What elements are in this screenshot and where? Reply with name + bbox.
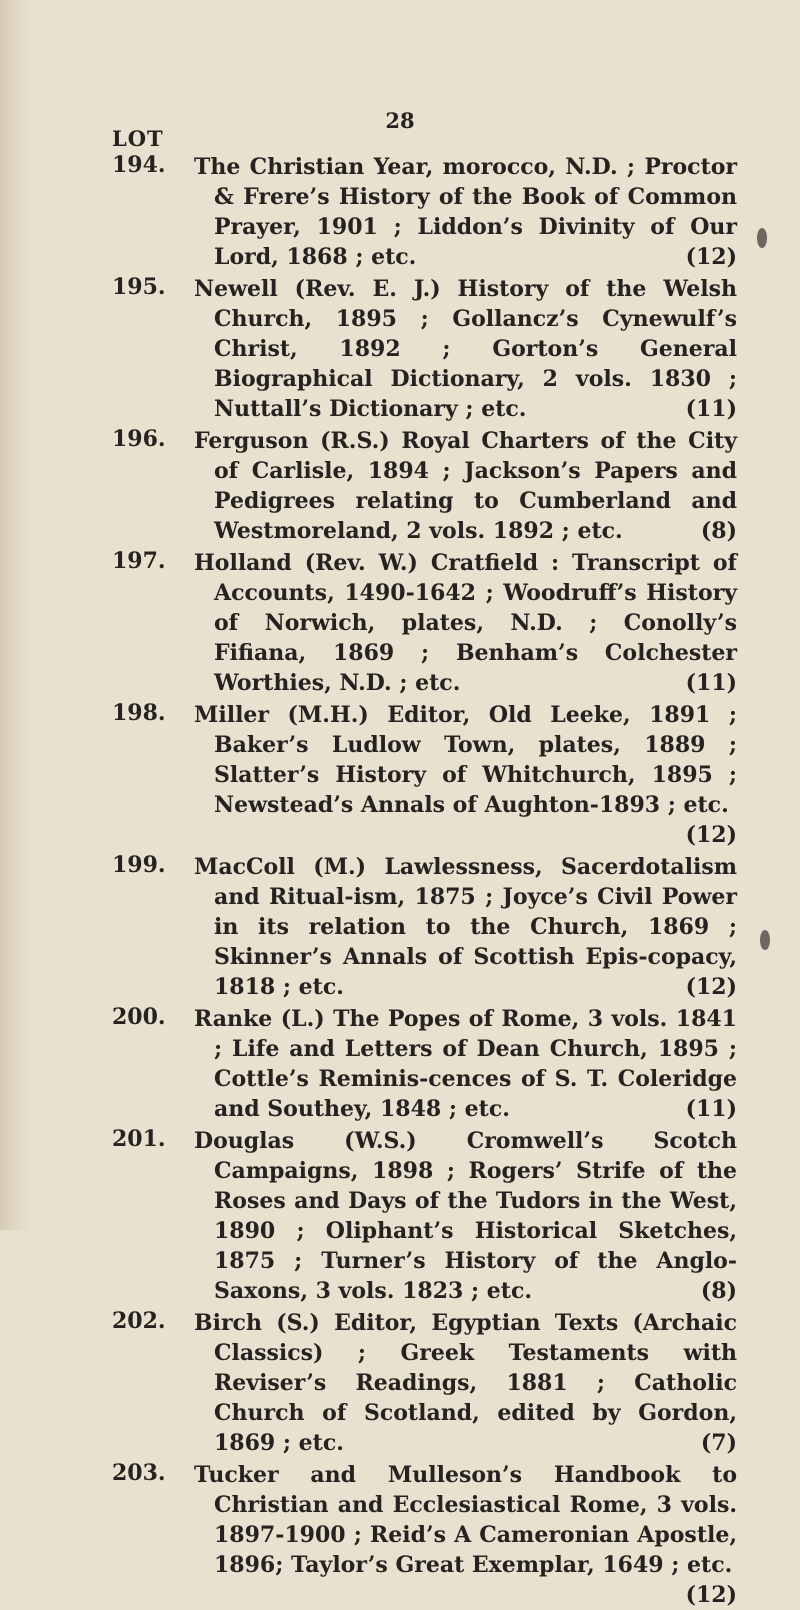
lot-item-count: (7) xyxy=(700,1430,737,1456)
lot-entry xyxy=(112,1308,737,1458)
lot-description xyxy=(194,852,737,1002)
lot-item-count: (8) xyxy=(700,518,737,544)
lot-text: Tucker and Mulleson’s Handbook to Christian and Ecclesiastical Rome, 3 vols. 1897-1900 ; Reid’s A Cameronian Apostle, 1896; Taylor’s Great Exemplar, 1649 ; etc. xyxy=(194,1462,737,1578)
lot-description xyxy=(194,274,737,424)
page-edge-shadow xyxy=(0,0,30,1230)
lot-entry xyxy=(112,1460,737,1610)
lot-description xyxy=(194,152,737,272)
lot-number: 200. xyxy=(112,1004,166,1030)
lot-entry xyxy=(112,1004,737,1124)
lot-item-count: (12) xyxy=(685,974,737,1000)
lot-number: 197. xyxy=(112,548,166,574)
lot-description xyxy=(194,426,737,546)
lot-text: The Christian Year, morocco, N.D. ; Proctor & Frere’s History of the Book of Common Prayer, 1901 ; Liddon’s Divinity of Our Lord, 1868 ; etc. xyxy=(194,154,737,270)
binding-hole-mark xyxy=(757,228,767,248)
lot-item-count: (11) xyxy=(685,670,737,696)
lot-text: Birch (S.) Editor, Egyptian Texts (Archaic Classics) ; Greek Testaments with Reviser’s Readings, 1881 ; Catholic Church of Scotland, edited by Gordon, 1869 ; etc. xyxy=(194,1310,737,1456)
lot-description xyxy=(194,1004,737,1124)
lot-description xyxy=(194,1126,737,1306)
lot-column-header: LOT xyxy=(112,126,164,151)
lot-number: 199. xyxy=(112,852,166,878)
lot-text: Douglas (W.S.) Cromwell’s Scotch Campaigns, 1898 ; Rogers’ Strife of the Roses and Days of the Tudors in the West, 1890 ; Oliphant’s Historical Sketches, 1875 ; Turner’s History of the Anglo-Saxons, 3 vols. 1823 ; etc. xyxy=(194,1128,737,1304)
lot-entry xyxy=(112,700,737,850)
lot-description xyxy=(194,1460,737,1608)
lot-item-count: (11) xyxy=(685,1096,737,1122)
lot-text: Ferguson (R.S.) Royal Charters of the City of Carlisle, 1894 ; Jackson’s Papers and Pedigrees relating to Cumberland and Westmoreland, 2 vols. 1892 ; etc. xyxy=(194,428,737,544)
lot-item-count: (12) xyxy=(685,822,737,848)
lot-text: Ranke (L.) The Popes of Rome, 3 vols. 1841 ; Life and Letters of Dean Church, 1895 ; Cottle’s Reminis-cences of S. T. Coleridge and Southey, 1848 ; etc. xyxy=(194,1006,737,1122)
lot-item-count: (11) xyxy=(685,396,737,422)
lot-number: 196. xyxy=(112,426,166,452)
lot-text: Newell (Rev. E. J.) History of the Welsh Church, 1895 ; Gollancz’s Cynewulf’s Christ, 1892 ; Gorton’s General Biographical Dictionary, 2 vols. 1830 ; Nuttall’s Dictionary ; etc. xyxy=(194,276,737,422)
lot-item-count: (8) xyxy=(700,1278,737,1304)
lot-entry xyxy=(112,548,737,698)
lot-number: 195. xyxy=(112,274,166,300)
lot-number: 202. xyxy=(112,1308,166,1334)
lot-entry xyxy=(112,426,737,546)
lot-description xyxy=(194,548,737,698)
page-number: 28 xyxy=(385,108,415,133)
lot-description xyxy=(194,1308,737,1458)
lot-number: 203. xyxy=(112,1460,166,1486)
lot-entry xyxy=(112,152,737,272)
lot-number: 194. xyxy=(112,152,166,178)
lot-item-count: (12) xyxy=(685,1582,737,1608)
lot-number: 201. xyxy=(112,1126,166,1152)
lot-entry xyxy=(112,852,737,1002)
lot-item-count: (12) xyxy=(685,244,737,270)
lot-text: Miller (M.H.) Editor, Old Leeke, 1891 ; Baker’s Ludlow Town, plates, 1889 ; Slatter’s History of Whitchurch, 1895 ; Newstead’s Annals of Aughton-1893 ; etc. xyxy=(194,702,737,818)
lot-description xyxy=(194,700,737,848)
lot-text: MacColl (M.) Lawlessness, Sacerdotalism and Ritual-ism, 1875 ; Joyce’s Civil Power in its relation to the Church, 1869 ; Skinner’s Annals of Scottish Epis-copacy, 1818 ; etc. xyxy=(194,854,737,1000)
lot-entry xyxy=(112,1126,737,1306)
lot-number: 198. xyxy=(112,700,166,726)
binding-hole-mark xyxy=(760,930,770,950)
lot-entry xyxy=(112,274,737,424)
lot-text: Holland (Rev. W.) Cratfield : Transcript of Accounts, 1490-1642 ; Woodruff’s History of Norwich, plates, N.D. ; Conolly’s Fifiana, 1869 ; Benham’s Colchester Worthies, N.D. ; etc. xyxy=(194,550,737,696)
